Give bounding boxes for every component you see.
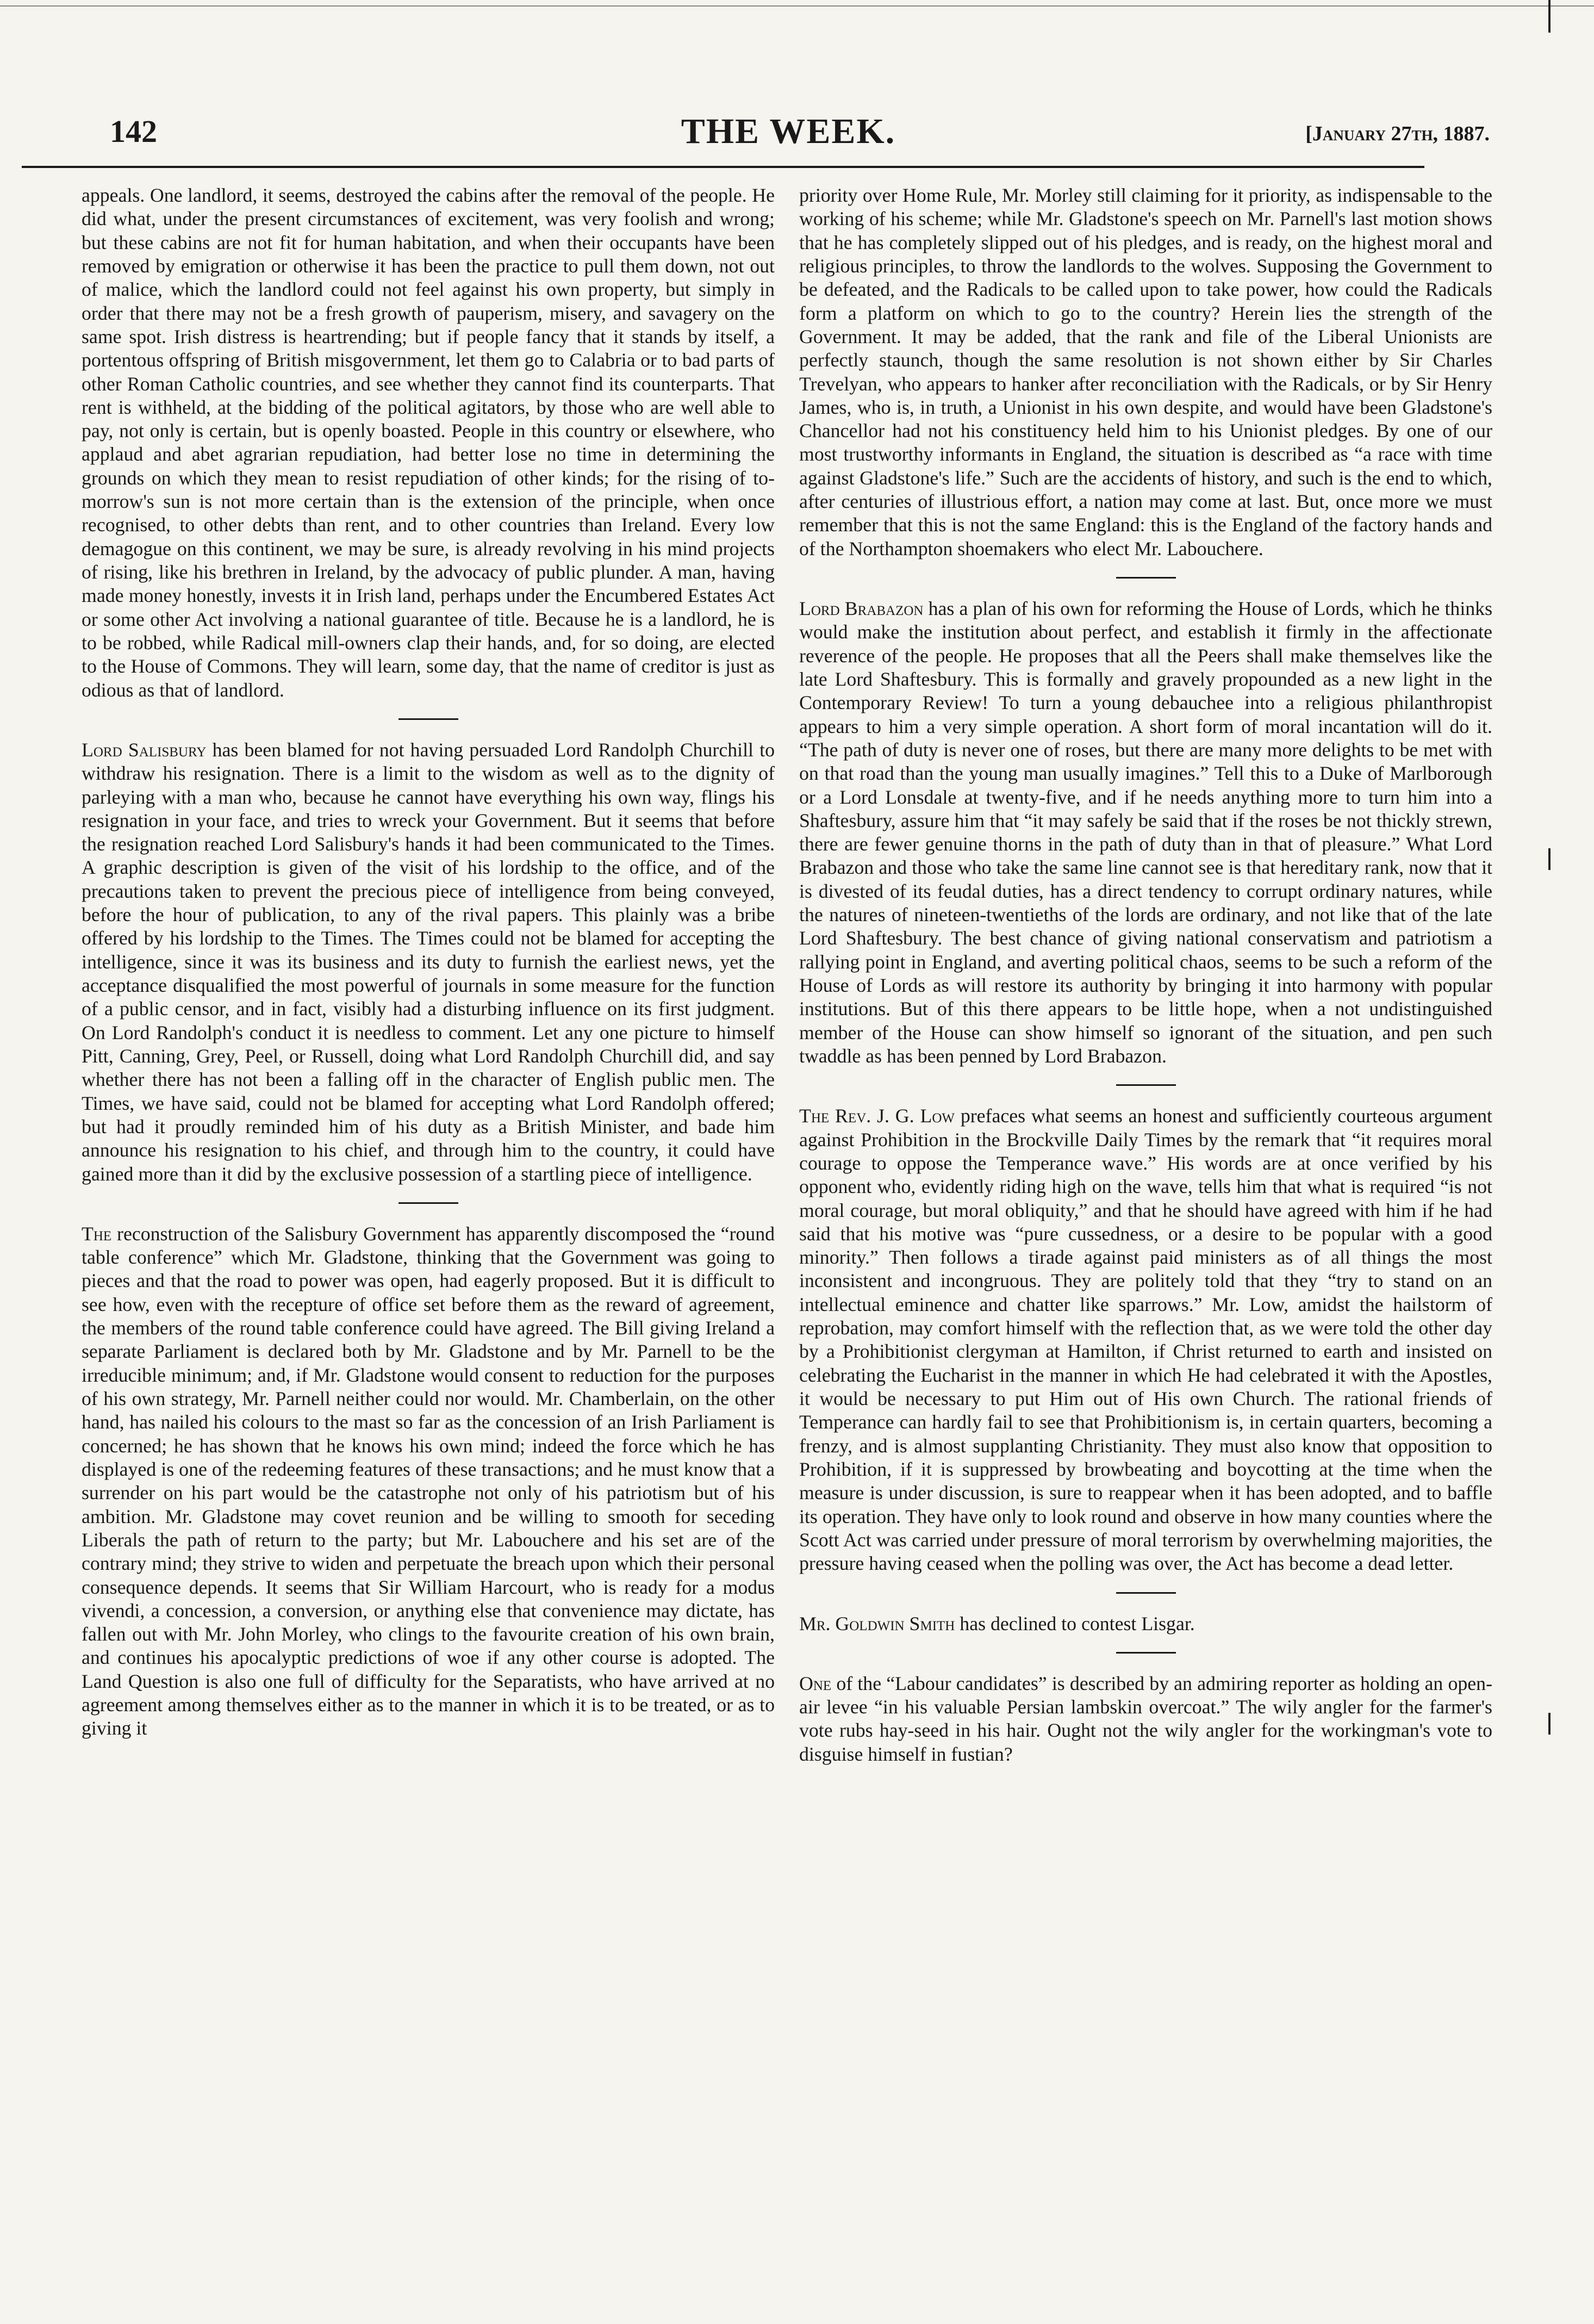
article-paragraph	[799, 1104, 1492, 1575]
section-separator	[1116, 1652, 1176, 1654]
masthead: THE WEEK.	[681, 111, 896, 151]
article-paragraph	[82, 184, 775, 702]
page-header	[82, 108, 1495, 157]
paragraph-lead: Mr. Goldwin Smith	[799, 1612, 955, 1635]
issue-date: [January 27th, 1887.	[1305, 122, 1490, 145]
header-rule	[22, 166, 1424, 168]
left-column	[82, 184, 775, 2288]
article-paragraph	[799, 1672, 1492, 1766]
section-separator	[1116, 577, 1176, 579]
article-paragraph	[799, 1612, 1492, 1636]
paragraph-lead: Lord Brabazon	[799, 598, 924, 619]
paragraph-text: priority over Home Rule, Mr. Morley still claiming for it priority, as indispensable to the working of his scheme; while Mr. Gladstone's speech on Mr. Parnell's last motion shows that he has completely slipped out of his pledges, and is ready, on the highest moral and religious principles, to throw the landlords to the wolves. Supposing the Government to be defeated, and the Radicals to be called upon to take power, how could the Radicals form a platform on which to go to the country? Herein lies the strength of the Government. It may be added, that the rank and file of the Liberal Unionists are perfectly staunch, though the same resolution is not shown either by Sir Charles Trevelyan, who appears to hanker after reconciliation with the Radicals, or by Sir Henry James, who is, in truth, a Unionist in his own despite, and would have been Gladstone's Chancellor had not his constituency held him to his Unionist pledges. By one of our most trustworthy informants in England, the situation is described as “a race with time against Gladstone's life.” Such are the accidents of history, and such is the end to which, after centuries of illustrious effort, a nation may come at last. But, once more we must remember that this is not the same England: this is the England of the factory hands and of the Northampton shoemakers who elect Mr. Labouchere.	[799, 184, 1492, 560]
paragraph-text: has declined to contest Lisgar.	[955, 1612, 1195, 1635]
top-edge-rule	[0, 5, 1594, 7]
article-paragraph	[799, 597, 1492, 1068]
margin-mark	[1548, 0, 1551, 33]
article-paragraph	[82, 1222, 775, 1741]
page-number: 142	[110, 114, 157, 149]
paragraph-lead: One	[799, 1672, 832, 1694]
paragraph-text: has a plan of his own for reforming the House of Lords, which he thinks would make the institution about perfect, and establish it firmly in the affectionate reverence of the people. He proposes that all the Peers shall make themselves like the late Lord Shaftesbury. This is formally and gravely propounded as a new light in the Contemporary Review! To turn a young debauchee into a religious philanthropist appears to him a very simple operation. A short form of moral incantation will do it. “The path of duty is never one of roses, but there are many more delights to be met with on that road than the young man usually imagines.” Tell this to a Duke of Marlborough or a Lord Lonsdale at twenty-five, and if he needs anything more to turn him into a Shaftesbury, assure him that “it may safely be said that if the roses be not thickly strewn, there are fewer genuine thorns in the path of duty than in that of pleasure.” What Lord Brabazon and those who take the same line cannot see is that hereditary rank, now that it is divested of its feudal duties, has a direct tendency to corrupt ordinary natures, while the natures of nineteen-twentieths of the lords are ordinary, and not like that of the late Lord Shaftesbury. The best chance of giving national conservatism and patriotism a rallying point in England, and averting political chaos, seems to be such a reform of the House of Lords as will restore its authority by bringing it into harmony with popular institutions. But of this there appears to be little hope, when a not undistinguished member of the House can show himself so ignorant of the situation, and pen such twaddle as has been penned by Lord Brabazon.	[799, 598, 1492, 1067]
paragraph-text: of the “Labour candidates” is described by an admiring reporter as holding an open-air levee “in his valuable Persian lambskin overcoat.” The wily angler for the farmer's vote rubs hay-seed in his hair. Ought not the wily angler for the workingman's vote to disguise himself in fustian?	[799, 1672, 1492, 1765]
margin-mark	[1548, 848, 1551, 870]
section-separator	[398, 718, 458, 720]
paragraph-text: reconstruction of the Salisbury Government has apparently discomposed the “round table conference” which Mr. Gladstone, thinking that the Government was going to pieces and that the road to power was open, had eagerly proposed. But it is difficult to see how, even with the recepture of office set before them as the reward of agreement, the members of the round table conference could have agreed. The Bill giving Ireland a separate Parliament is declared both by Mr. Gladstone and by Mr. Parnell to be the irreducible minimum; and, if Mr. Gladstone would consent to reduction for the purposes of his own strategy, Mr. Parnell neither could nor would. Mr. Chamberlain, on the other hand, has nailed his colours to the mast so far as the concession of an Irish Parliament is concerned; he has shown that he knows his own mind; indeed the force which he has displayed is one of the redeeming features of these transactions; and he must know that a surrender on his part would be the catastrophe not only of his patriotism but of his ambition. Mr. Gladstone may covet reunion and be willing to smooth for seceding Liberals the path of return to the party; but Mr. Labouchere and his set are of the contrary mind; they strive to widen and perpetuate the breach upon which their personal consequence depends. It seems that Sir William Harcourt, who is ready for a modus vivendi, a concession, a conversion, or anything else that convenience may dictate, has fallen out with Mr. John Morley, who clings to the favourite creation of his own brain, and continues his apocalyptic predictions of woe if any other course is adopted. The Land Question is also one full of difficulty for the Separatists, who have arrived at no agreement among themselves either as to the manner in which it is to be treated, or as to giving it	[82, 1222, 775, 1739]
newspaper-page	[82, 0, 1495, 2324]
paragraph-lead: The	[82, 1222, 112, 1245]
right-column	[799, 184, 1492, 2288]
article-paragraph	[799, 184, 1492, 561]
paragraph-lead: The Rev. J. G. Low	[799, 1105, 955, 1127]
paragraph-text: has been blamed for not having persuaded Lord Randolph Churchill to withdraw his resignation. There is a limit to the wisdom as well as to the dignity of parleying with a man who, because he cannot have everything his own way, flings his resignation in your face, and tries to wreck your Government. But it seems that before the resignation reached Lord Salisbury's hands it had been communicated to the Times. A graphic description is given of the visit of his lordship to the office, and of the precautions taken to prevent the precious piece of intelligence from being conveyed, before the hour of publication, to any of the rival papers. This plainly was a bribe offered by his lordship to the Times. The Times could not be blamed for accepting the intelligence, since it was its business and its duty to furnish the earliest news, yet the acceptance disqualified the most powerful of journals in some measure for the function of a public censor, and in fact, visibly had a disturbing influence on its first judgment. On Lord Randolph's conduct it is needless to comment. Let any one picture to himself Pitt, Canning, Grey, Peel, or Russell, doing what Lord Randolph Churchill did, and say whether there has not been a falling off in the character of English public men. The Times, we have said, could not be blamed for accepting what Lord Randolph offered; but had it proudly reminded him of his duty as a British Minister, and bade him announce his resignation to his chief, and through him to the country, it could have gained more than it did by the exclusive possession of a startling piece of intelligence.	[82, 738, 775, 1185]
article-paragraph	[82, 738, 775, 1186]
paragraph-lead: Lord Salisbury	[82, 738, 207, 761]
section-separator	[398, 1202, 458, 1204]
section-separator	[1116, 1592, 1176, 1594]
paragraph-text: appeals. One landlord, it seems, destroyed the cabins after the removal of the people. He did what, under the present circumstances of excitement, was very foolish and wrong; but these cabins are not fit for human habitation, and when their occupants have been removed by emigration or otherwise it has been the practice to pull them down, not out of malice, which the landlord could not feel against his own property, but simply in order that there may not be a fresh growth of pauperism, misery, and savagery on the same spot. Irish distress is heartrending; but if people fancy that it stands by itself, a portentous offspring of British misgovernment, let them go to Calabria or to bad parts of other Roman Catholic countries, and see whether they cannot find its counterparts. That rent is withheld, at the bidding of the political agitators, by those who are well able to pay, not only is certain, but is openly boasted. People in this country or elsewhere, who applaud and abet agrarian repudiation, had better lose no time in determining the grounds on which they mean to resist repudiation of other kinds; for the rising of to-morrow's sun is not more certain than is the extension of the principle, when once recognised, to other debts than rent, and to other countries than Ireland. Every low demagogue on this continent, we may be sure, is already revolving in his mind projects of rising, like his brethren in Ireland, by the advocacy of public plunder. A man, having made money honestly, invests it in Irish land, perhaps under the Encumbered Estates Act or some other Act involving a national guarantee of title. Because he is a landlord, he is to be robbed, while Radical mill-owners clap their hands, and, for so doing, are elected to the House of Commons. They will learn, some day, that the name of creditor is just as odious as that of landlord.	[82, 184, 775, 701]
section-separator	[1116, 1084, 1176, 1086]
paragraph-text: prefaces what seems an honest and sufficiently courteous argument against Prohibition in the Brockville Daily Times by the remark that “it requires moral courage to oppose the Temperance wave.” His words are at once verified by his opponent who, evidently riding high on the wave, tells him that what is required “is not moral courage, but moral obliquity,” and that he should have agreed with him if he had said that his motive was “pure cussedness, or a desire to be popular with a good minority.” Then follows a tirade against paid ministers as of all things the most inconsistent and incongruous. They are politely told that they “try to stand on an intellectual eminence and chatter like sparrows.” Mr. Low, amidst the hailstorm of reprobation, may comfort himself with the reflection that, as we were told the other day by a Prohibitionist clergyman at Hamilton, if Christ returned to earth and insisted on celebrating the Eucharist in the manner in which He had celebrated it with the Apostles, it would be necessary to put Him out of His own Church. The rational friends of Temperance can hardly fail to see that Prohibitionism is, in certain quarters, becoming a frenzy, and is almost supplanting Christianity. They must also know that opposition to Prohibition, if it is suppressed by browbeating and boycotting at the time when the measure is under discussion, is sure to reappear when it has been adopted, and to baffle its operation. They have only to look round and observe in how many counties where the Scott Act was carried under pressure of moral terrorism by overwhelming majorities, the pressure having ceased when the polling was over, the Act has become a dead letter.	[799, 1105, 1492, 1575]
margin-mark	[1548, 1713, 1551, 1735]
